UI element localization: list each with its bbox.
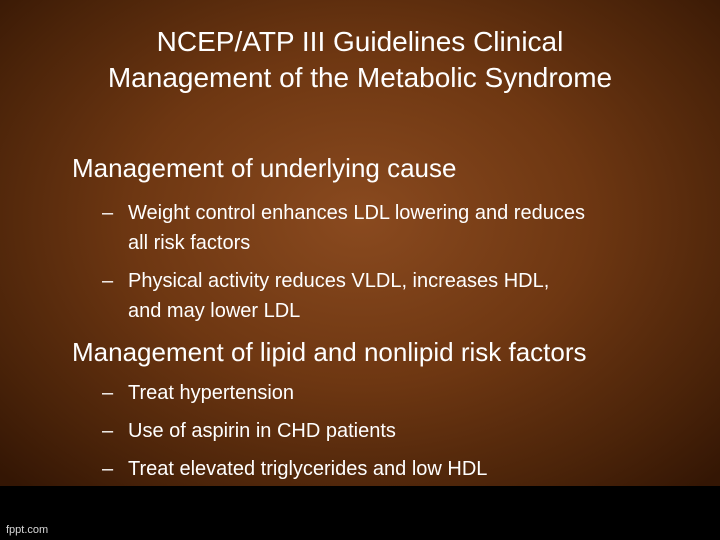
sub-bullet-text-line-1: Physical activity reduces VLDL, increases HDL,	[128, 270, 550, 292]
dash-marker: –	[102, 420, 114, 442]
bullet-management-lipid-nonlipid: Management of lipid and nonlipid risk factors	[72, 337, 587, 367]
sub-bullet-hypertension	[72, 378, 702, 408]
sub-bullet-weight-control	[72, 198, 702, 258]
sub-bullet-text-line-2: and may lower LDL	[128, 300, 301, 322]
sub-bullet-text-line-2: all risk factors	[128, 232, 251, 254]
footer-bar	[0, 486, 720, 540]
dash-marker: –	[102, 270, 114, 292]
sub-bullet-text: Treat hypertension	[128, 382, 295, 404]
slide-title-line-1: NCEP/ATP III Guidelines Clinical	[156, 26, 564, 57]
bullet-management-underlying-cause: Management of underlying cause	[72, 153, 457, 183]
sub-bullet-aspirin	[72, 416, 702, 446]
bullet-list	[72, 150, 702, 484]
sub-bullet-physical-activity	[72, 266, 702, 326]
sub-bullet-text: Treat elevated triglycerides and low HDL	[128, 458, 488, 480]
watermark-text: fppt.com	[6, 524, 49, 536]
sub-bullet-text: Use of aspirin in CHD patients	[128, 420, 396, 442]
sub-bullet-triglycerides	[72, 454, 702, 484]
slide-title-line-2: Management of the Metabolic Syndrome	[107, 62, 613, 93]
dash-marker: –	[102, 202, 114, 224]
dash-marker: –	[102, 382, 114, 404]
dash-marker: –	[102, 458, 114, 480]
slide-title	[0, 24, 720, 96]
sub-bullet-text-line-1: Weight control enhances LDL lowering and reduces	[128, 202, 585, 224]
